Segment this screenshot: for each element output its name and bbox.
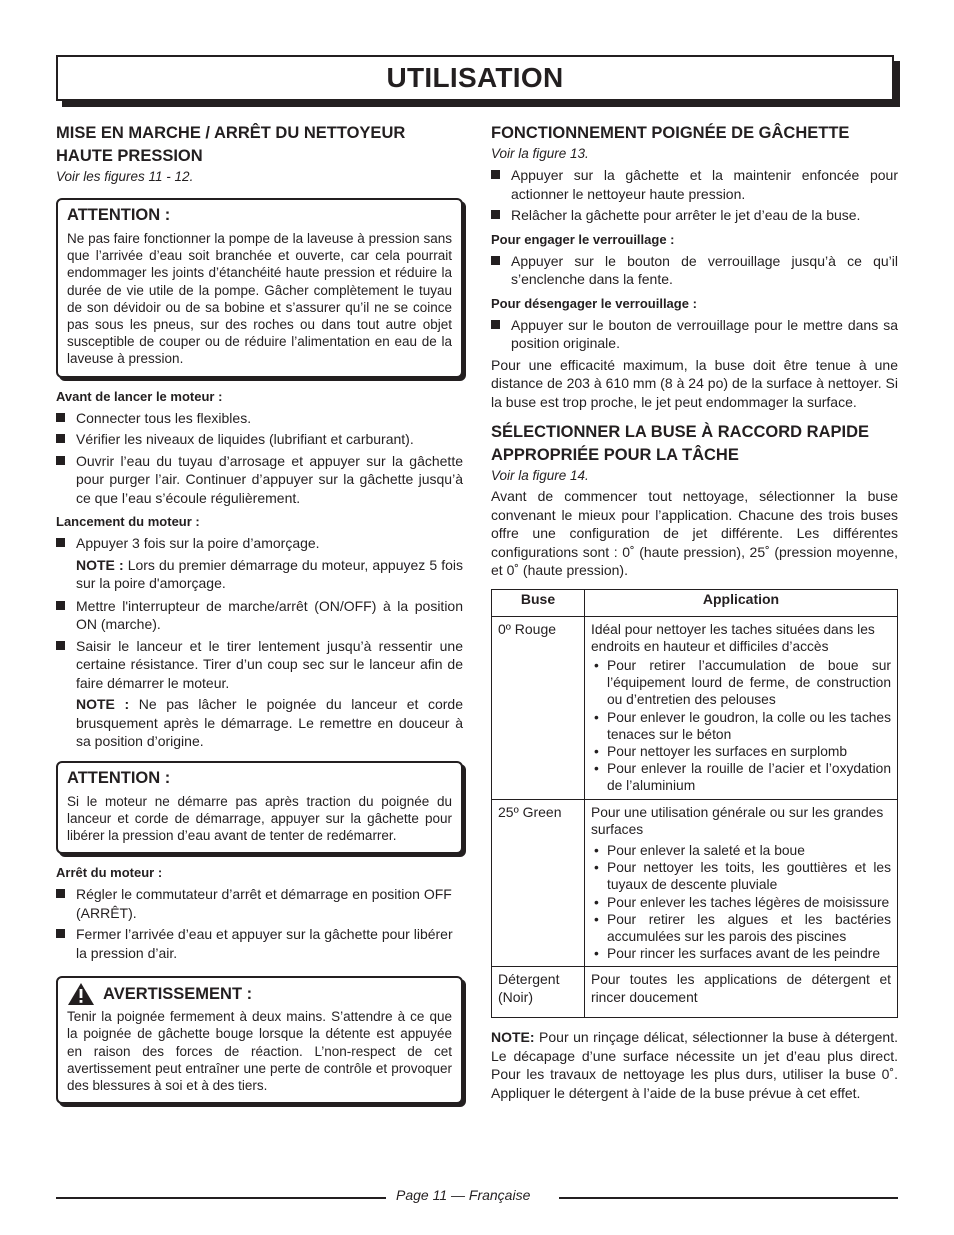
footer-rule-left [56,1197,386,1199]
column-header-application: Application [585,589,898,616]
warning-text: Tenir la poignée fermement à deux mains. S’attendre à ce que la poignée de gâchette bouge lorsque la détente est appuyée en raison des forces de réaction. L’non-respect de cet avertissement peut entraîner une perte de contrôle et provoquer des blessures à soi et à des tiers. [67,1009,452,1094]
list-item: • Pour enlever les taches légères de moisissure [591,894,891,911]
square-bullet-icon [491,210,500,219]
list-item: • Pour enlever la rouille de l’acier et l’oxydation de l’aluminium [591,760,891,794]
attention-title: ATTENTION : [67,768,171,787]
figure-reference: Voir les figures 11 - 12. [56,169,194,184]
table-row [492,616,898,799]
starting-label: Lancement du moteur : [56,514,200,530]
list-item: • Pour nettoyer les toits, les gouttières et les tuyaux de descente pluviale [591,859,891,893]
table-row [492,967,898,1018]
figure-reference: Voir la figure 13. [491,146,589,161]
page-footer [56,1187,898,1207]
nozzle-paragraph: Avant de commencer tout nettoyage, sélectionner la buse convenant le mieux pour l’application. Chacune des trois buses offre une configuration de jet différente. Les différentes configurations sont : 0˚ (haute pression), 25˚ (pression moyenne, et 0˚ (haute pression). [491,488,898,578]
list-item: Saisir le lanceur et le tirer lentement jusqu’à ressentir une certaine résistance. Tirer d’un coup sec sur le lanceur afin de faire démarrer le moteur. [56,637,463,693]
square-bullet-icon [56,601,65,610]
disengage-lock-label: Pour désengager le verrouillage : [491,295,697,311]
square-bullet-icon [56,538,65,547]
table-header-row [492,589,898,616]
section-heading-nozzle: SÉLECTIONNER LA BUSE À RACCORD RAPIDE APPROPRIÉE POUR LA TÂCHE [491,423,869,464]
square-bullet-icon [56,929,65,938]
before-start-label: Avant de lancer le moteur : [56,388,223,404]
list-item: Ouvrir l’eau du tuyau d’arrosage et appuyer sur la gâchette pour purger l’air. Continuer d’appuyer sur la gâchette jusqu’à ce que l’eau s’écoule régulièrement. [56,452,463,508]
starting-list [56,534,463,553]
list-item: Mettre l'interrupteur de marche/arrêt (ON/OFF) à la position ON (marche). [56,597,463,634]
list-item: • Pour enlever la saleté et la boue [591,842,891,859]
engage-lock-label: Pour engager le verrouillage : [491,231,675,247]
attention-text: Ne pas faire fonctionner la pompe de la laveuse à pression sans que l’arrivée d’eau soit branchée et ouverte, car cela pourrait endommager les joints d’étanchéité haute pression et réduire la durée de vie utile de la pompe. Gâcher complètement le tuyau de son dévidoir ou de sa bobine et s’assurer qu’il ne se coince pas sous les pneus, sur des roches ou dans tout autre objet susceptible de couper ou de réduire l’alimentation en eau de la laveuse à pression. [67,231,452,367]
section-heading-start-stop: MISE EN MARCHE / ARRÊT DU NETTOYEUR HAUTE PRESSION [56,124,406,165]
nozzle-table [491,589,898,1019]
nozzle-name: Détergent (Noir) [492,967,585,1018]
list-item: • Pour retirer les algues et les bactéries accumulées sur les parois des piscines [591,911,891,945]
starting-list-2 [56,597,463,693]
application-list [591,657,891,795]
list-item: • Pour enlever le goudron, la colle ou les taches tenaces sur le béton [591,709,891,743]
left-column [56,122,463,1114]
square-bullet-icon [56,889,65,898]
list-item: Fermer l’arrivée d’eau et appuyer sur la gâchette pour libérer la pression d’air. [56,925,463,962]
attention-box-1 [56,198,463,378]
warning-triangle-icon [67,982,95,1006]
square-bullet-icon [56,413,65,422]
list-item: Appuyer 3 fois sur la poire d’amorçage. [56,534,463,553]
figure-reference: Voir la figure 14. [491,468,589,483]
square-bullet-icon [491,170,500,179]
attention-box-2 [56,761,463,855]
attention-text: Si le moteur ne démarre pas après traction du poignée du lanceur et corde de démarrage, appuyer sur la gâchette pour libérer la pression d’eau avant de tenter de redémarrer. [67,793,452,844]
disengage-lock-list [491,316,898,353]
distance-paragraph: Pour une efficacité maximum, la buse doit être tenue à une distance de 203 à 610 mm (8 à 24 po) de la surface à nettoyer. Si la buse est trop proche, le jet peut endommager la surface. [491,356,898,410]
nozzle-application: Pour une utilisation générale ou sur les grandes surfaces • Pour enlever la saleté et la boue • Pour nettoyer les toits, les gouttières et les tuyaux de descente pluviale • Pour enlever les taches légères de moisissure • Pour retirer les algues et les bactéries accumulées sur les parois des piscines • Pour rincer les surfaces avant de les peindre [585,799,898,967]
attention-title: ATTENTION : [67,206,171,224]
engage-lock-list [491,252,898,289]
list-item: Appuyer sur la gâchette et la maintenir enfoncée pour actionner le nettoyeur haute pression. [491,166,898,203]
square-bullet-icon [56,434,65,443]
page-title: UTILISATION [386,62,564,93]
right-column [491,122,898,1102]
note-primer: NOTE : Lors du premier démarrage du moteur, appuyez 5 fois sur la poire d'amorçage. [76,556,463,592]
square-bullet-icon [56,641,65,650]
stopping-list [56,885,463,962]
list-item: Appuyer sur le bouton de verrouillage pour le mettre dans sa position originale. [491,316,898,353]
page-title-box [56,55,894,101]
list-item: • Pour nettoyer les surfaces en surplomb [591,743,891,760]
nozzle-application: Pour toutes les applications de détergent et rincer doucement [585,967,898,1018]
list-item: Connecter tous les flexibles. [56,409,463,428]
footer-rule-right [559,1197,898,1199]
list-item: Régler le commutateur d’arrêt et démarrage en position OFF (ARRÊT). [56,885,463,922]
final-note: NOTE: Pour un rinçage délicat, sélectionner la buse à détergent. Le décapage d’une surface nécessite un jet d’eau plus direct. Pour les travaux de nettoyage les plus durs, utiliser la buse 0˚. Appliquer le détergent à l’aide de la buse prévue à cet effet. [491,1029,898,1101]
before-start-list [56,409,463,508]
list-item: Relâcher la gâchette pour arrêter le jet d’eau de la buse. [491,206,898,225]
warning-box [56,976,463,1104]
nozzle-name: 25º Green [492,799,585,967]
nozzle-application: Idéal pour nettoyer les taches situées dans les endroits en hauteur et difficiles d’accès • Pour retirer l’accumulation de boue sur l’équipement lourd de ferme, de construction ou d’entretien des pelouses • Pour enlever le goudron, la colle ou les taches tenaces sur le béton • Pour nettoyer les surfaces en surplomb • Pour enlever la rouille de l’acier et l’oxydation de l’aluminium [585,616,898,799]
page-number: Page 11 — Française [396,1187,531,1203]
application-list [591,842,891,962]
table-row [492,799,898,967]
warning-title: AVERTISSEMENT : [103,985,253,1004]
list-item: Appuyer sur le bouton de verrouillage jusqu’à ce qu’il s’enclenche dans la fente. [491,252,898,289]
nozzle-name: 0º Rouge [492,616,585,799]
warning-header [67,982,452,1006]
stopping-label: Arrêt du moteur : [56,865,163,881]
section-heading-trigger: FONCTIONNEMENT POIGNÉE DE GÂCHETTE [491,124,850,142]
list-item: Vérifier les niveaux de liquides (lubrifiant et carburant). [56,430,463,449]
list-item: • Pour rincer les surfaces avant de les peindre [591,945,891,962]
list-item: • Pour retirer l’accumulation de boue sur l’équipement lourd de ferme, de construction ou d’entretien des pelouses [591,657,891,709]
square-bullet-icon [491,320,500,329]
column-header-buse: Buse [492,589,585,616]
note-starter-cord: NOTE : Ne pas lâcher le poignée du lanceur et corde brusquement après le démarrage. Le remettre en douceur à sa position d’origine. [76,696,463,750]
square-bullet-icon [56,456,65,465]
trigger-list [491,166,898,225]
square-bullet-icon [491,256,500,265]
